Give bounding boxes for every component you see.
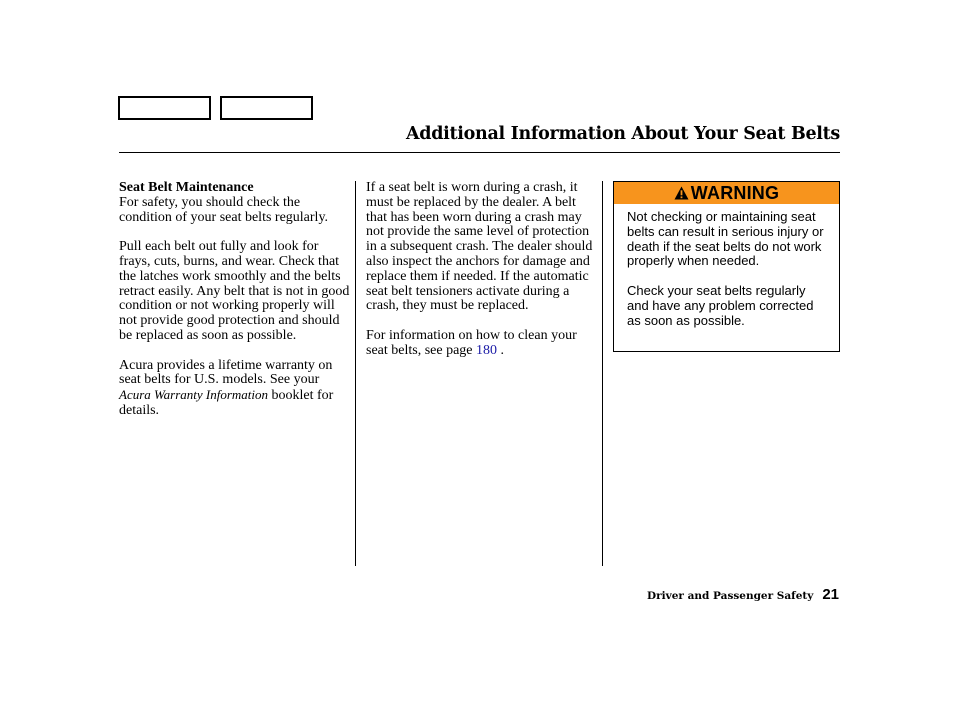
paragraph-safety-check: For safety, you should check the condition of your seat belts regularly. xyxy=(119,194,329,225)
warning-paragraph-1: Not checking or maintaining seat belts can result in serious injury or death if the seat belts do not work properly when needed. xyxy=(627,209,824,269)
section-heading: Seat Belt Maintenance xyxy=(119,180,254,195)
nav-button-back[interactable] xyxy=(118,96,211,120)
column-middle xyxy=(366,181,598,373)
warranty-text-end: booklet for details. xyxy=(119,388,334,418)
clean-info-end: . xyxy=(500,342,505,358)
paragraph-pull-belt: Pull each belt out fully and look for frays, cuts, burns, and wear. Check that the latches work smoothly and the belts retract easily. Any belt that is not in good condition or not working properly will not provide good protection and should be replaced as soon as possible. xyxy=(119,239,350,343)
warning-label: WARNING xyxy=(690,182,780,203)
warranty-booklet-title: Acura Warranty Information xyxy=(119,387,269,403)
warning-paragraph-2: Check your seat belts regularly and have any problem corrected as soon as possible. xyxy=(627,282,814,328)
warning-body xyxy=(614,204,839,328)
column-divider-2 xyxy=(602,181,603,566)
title-rule xyxy=(119,152,840,153)
column-left xyxy=(119,181,351,434)
footer-section-label: Driver and Passenger Safety xyxy=(647,590,814,602)
page-title: Additional Information About Your Seat Belts xyxy=(406,124,840,144)
page-number: 21 xyxy=(822,586,839,603)
paragraph-clean-info xyxy=(366,329,598,359)
column-divider-1 xyxy=(355,181,356,566)
paragraph-replace-belt: If a seat belt is worn during a crash, it must be replaced by the dealer. A belt that has been worn during a crash may not provide the same level of protection in a subsequent crash. The dealer should also inspect the anchors for damage and replace them if needed. If the automatic seat belt tensioners activate during a crash, they must be replaced. xyxy=(366,180,593,314)
nav-button-forward[interactable] xyxy=(220,96,313,120)
page-link-180[interactable]: 180 xyxy=(476,342,498,358)
clean-info-text: For information on how to clean your seat belts, see page xyxy=(366,327,577,358)
paragraph-warranty xyxy=(119,359,351,419)
warranty-text-start: Acura provides a lifetime warranty on seat belts for U.S. models. See your xyxy=(119,357,333,388)
warning-box xyxy=(613,181,840,352)
warning-header xyxy=(614,182,839,204)
warning-triangle-icon xyxy=(674,186,689,200)
